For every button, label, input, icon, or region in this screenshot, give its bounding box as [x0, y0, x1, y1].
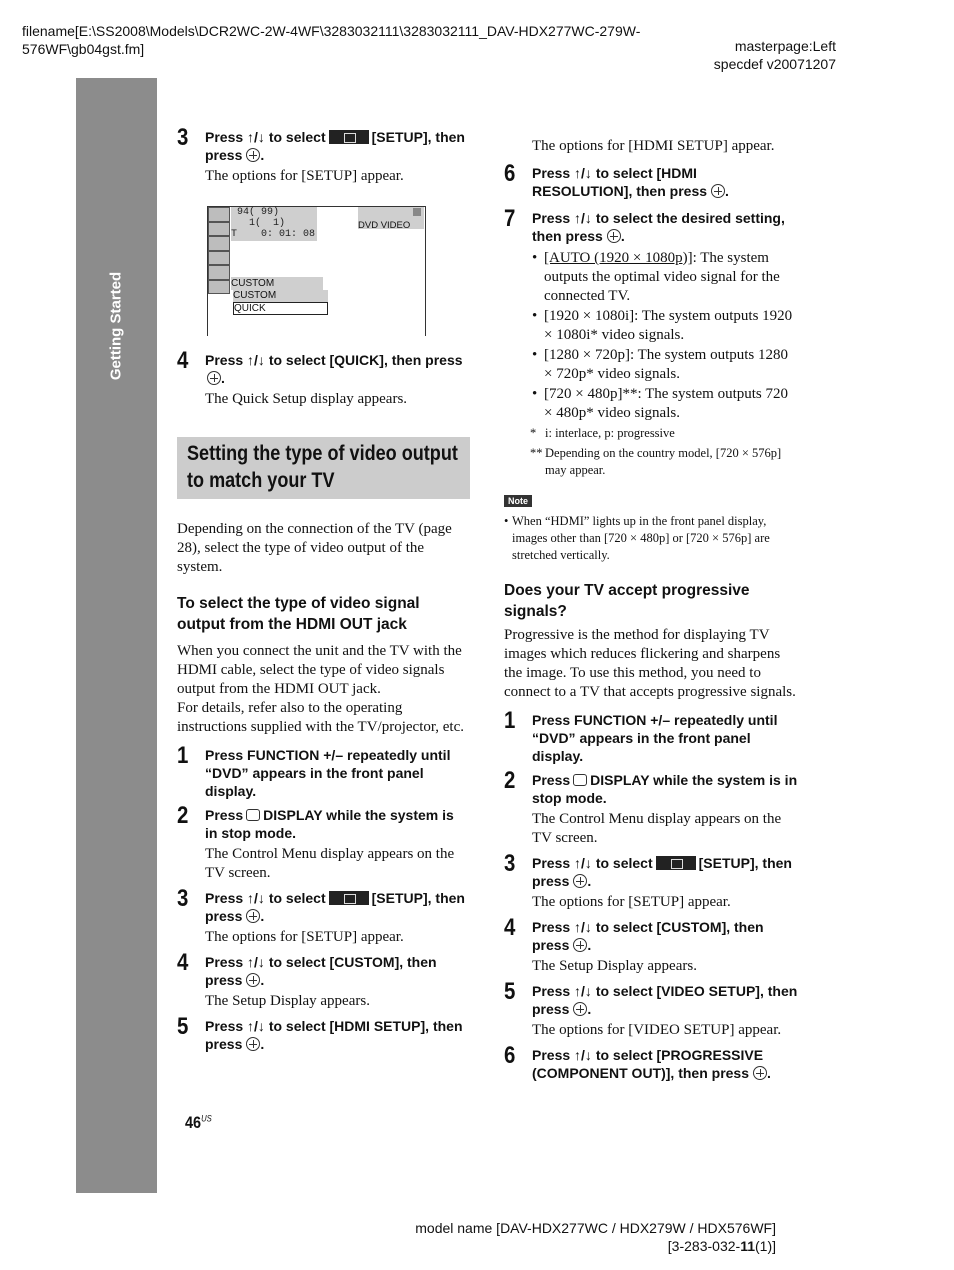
step-result: The Control Menu display appears on the TV screen. — [532, 811, 782, 846]
hdmi-step-7 — [504, 205, 799, 245]
osd-menu-icon — [208, 236, 230, 251]
enter-icon — [607, 229, 621, 243]
prog-step-5 — [504, 978, 799, 1040]
step-result: The Quick Setup display appears. — [205, 391, 408, 407]
step-instruction: Press ↑/↓ to select [VIDEO SETUP], then press . — [532, 983, 798, 1017]
step-instruction: Press ↑/↓ to select [SETUP], then press . — [205, 890, 465, 924]
prog-step-3 — [504, 850, 799, 912]
enter-icon — [573, 938, 587, 952]
step-result: The options for [SETUP] appear. — [205, 168, 404, 184]
enter-icon — [711, 184, 725, 198]
step-number: 7 — [504, 205, 516, 232]
osd-disc-type: DVD VIDEO — [358, 207, 424, 229]
step-number: 4 — [504, 914, 516, 941]
left-column — [177, 124, 470, 1053]
step-instruction: Press ↑/↓ to select [HDMI SETUP], then press . — [205, 1018, 463, 1052]
step-instruction: Press DISPLAY while the system is in stop mode. — [532, 772, 798, 806]
option-auto: • [AUTO (1920 × 1080p)]: The system outputs the optimal video signal for the connected TV. — [544, 249, 799, 306]
setup-toolbox-icon — [329, 130, 369, 144]
section-title: Setting the type of video output to match your TV — [187, 442, 458, 492]
step-instruction: Press DISPLAY while the system is in stop mode. — [205, 807, 454, 841]
osd-menu-icon — [208, 265, 230, 280]
hdmi-body-2: For details, refer also to the operating instructions supplied with the TV/projector, etc. — [177, 700, 464, 735]
hdmi-step-6 — [504, 160, 799, 200]
enter-icon — [207, 371, 221, 385]
osd-menu-icon — [208, 207, 230, 222]
step-instruction: Press ↑/↓ to select [SETUP], then press . — [532, 855, 792, 889]
masterpage-label: masterpage:Left — [734, 38, 836, 54]
enter-icon — [573, 874, 587, 888]
note-label: Note — [504, 495, 532, 507]
osd-option-quick: QUICK — [233, 302, 328, 315]
prog-step-6 — [504, 1042, 799, 1082]
progressive-body: Progressive is the method for displaying TV images which reduces flickering and sharpens the image. To use this method, you need to connect to a TV that accepts progressive signals. — [504, 627, 796, 700]
osd-menu-icon — [208, 222, 230, 237]
footer — [415, 1219, 776, 1255]
enter-icon — [753, 1066, 767, 1080]
hdmi-heading: To select the type of video signal output from the HDMI OUT jack — [177, 595, 420, 633]
osd-title-count: 94( 99) — [231, 207, 280, 218]
section-heading-box — [177, 437, 470, 499]
header-filename: filename[E:\SS2008\Models\DCR2WC-2W-4WF\3283032111\3283032111_DAV-HDX277WC-279W-576WF\gb04gst.fm] — [22, 23, 641, 57]
display-button-icon — [246, 809, 260, 821]
hdmi-body-1: When you connect the unit and the TV with the HDMI cable, select the type of video signals output from the HDMI OUT jack. — [177, 643, 462, 697]
intro-step-4 — [177, 347, 470, 409]
step-number: 2 — [177, 802, 189, 829]
osd-info — [231, 207, 317, 241]
enter-icon — [573, 1002, 587, 1016]
footnote-2: ** Depending on the country model, [720 × 576p] may appear. — [530, 446, 782, 477]
osd-option-custom: CUSTOM — [233, 290, 328, 302]
setup-toolbox-icon — [329, 891, 369, 905]
osd-menu-custom: CUSTOM — [231, 277, 323, 290]
option-1080i: • [1920 × 1080i]: The system outputs 1920 × 1080i* video signals. — [544, 307, 799, 345]
step-instruction: Press FUNCTION +/– repeatedly until “DVD” appears in the front panel display. — [532, 712, 778, 764]
osd-menu-icon — [208, 280, 230, 295]
prog-step-2 — [504, 767, 799, 848]
footnote-1: * i: interlace, p: progressive — [530, 426, 675, 440]
hdmi-step-5 — [177, 1013, 470, 1053]
step-number: 1 — [504, 707, 516, 734]
step-result: The Setup Display appears. — [205, 993, 370, 1009]
step-instruction: Press ↑/↓ to select [CUSTOM], then press . — [205, 954, 437, 988]
step-result: The Control Menu display appears on the TV screen. — [205, 846, 455, 881]
step-number: 3 — [504, 850, 516, 877]
prog-step-4 — [504, 914, 799, 976]
step-number: 2 — [504, 767, 516, 794]
step-result: The options for [VIDEO SETUP] appear. — [532, 1022, 782, 1038]
osd-chapter-count: 1( 1) — [231, 218, 286, 229]
enter-icon — [246, 148, 260, 162]
setup-toolbox-icon — [656, 856, 696, 870]
step-number: 4 — [177, 347, 189, 374]
hdmi-step-2 — [177, 802, 470, 883]
step-number: 3 — [177, 124, 189, 151]
step-instruction: Press ↑/↓ to select [HDMI RESOLUTION], then press . — [532, 165, 729, 199]
step-number: 4 — [177, 949, 189, 976]
step-number: 3 — [177, 885, 189, 912]
specdef-label: specdef v20071207 — [713, 56, 836, 72]
step-number: 5 — [504, 978, 516, 1005]
resolution-options — [532, 249, 799, 423]
section-intro: Depending on the connection of the TV (page 28), select the type of video output of the system. — [177, 521, 452, 575]
right-column — [504, 128, 799, 1082]
step-instruction: Press ↑/↓ to select the desired setting, then press . — [532, 210, 785, 244]
intro-step-3 — [177, 124, 470, 186]
step-instruction: Press ↑/↓ to select [CUSTOM], then press . — [532, 919, 764, 953]
step-number: 6 — [504, 1042, 516, 1069]
page-number: $46^{US}$ — [185, 1113, 212, 1132]
side-tab — [76, 78, 157, 418]
note-text: • When “HDMI” lights up in the front panel display, images other than [720 × 480p] or [720 × 576p] are stretched vertically. — [504, 513, 799, 564]
step-number: 5 — [177, 1013, 189, 1040]
osd-square-icon — [413, 208, 421, 216]
step-result: The options for [SETUP] appear. — [205, 929, 404, 945]
step-instruction: Press ↑/↓ to select [SETUP], then press . — [205, 129, 465, 163]
step-result: The Setup Display appears. — [532, 958, 697, 974]
enter-icon — [246, 973, 260, 987]
model-name: model name [DAV-HDX277WC / HDX279W / HDX576WF] — [415, 1220, 776, 1236]
option-720p: • [1280 × 720p]: The system outputs 1280 × 720p* video signals. — [544, 346, 799, 384]
step-result: The options for [SETUP] appear. — [532, 894, 731, 910]
step-number: 6 — [504, 160, 516, 187]
side-tab-band — [76, 78, 157, 1193]
display-button-icon — [573, 774, 587, 786]
osd-menu-icon — [208, 251, 230, 266]
osd-time: T 0: 01: 08 — [231, 229, 316, 240]
step-instruction: Press FUNCTION +/– repeatedly until “DVD” appears in the front panel display. — [205, 747, 451, 799]
prog-step-1 — [504, 707, 799, 765]
osd-icon-column — [208, 207, 230, 294]
hdmi-step-1 — [177, 742, 470, 800]
hdmi-step-5-result: The options for [HDMI SETUP] appear. — [532, 138, 775, 154]
enter-icon — [246, 909, 260, 923]
option-480p: • [720 × 480p]**: The system outputs 720 × 480p* video signals. — [544, 385, 799, 423]
hdmi-step-4 — [177, 949, 470, 1011]
enter-icon — [246, 1037, 260, 1051]
header-meta — [714, 37, 836, 73]
hdmi-step-3 — [177, 885, 470, 947]
step-instruction: Press ↑/↓ to select [PROGRESSIVE (COMPONENT OUT)], then press . — [532, 1047, 771, 1081]
side-tab-label: Getting Started — [107, 271, 125, 381]
step-number: 1 — [177, 742, 189, 769]
progressive-heading: Does your TV accept progressive signals? — [504, 582, 750, 620]
setup-osd-screen — [207, 206, 426, 337]
part-code: [3-283-032-11(1)] — [667, 1238, 776, 1254]
step-instruction: Press ↑/↓ to select [QUICK], then press . — [205, 352, 463, 386]
